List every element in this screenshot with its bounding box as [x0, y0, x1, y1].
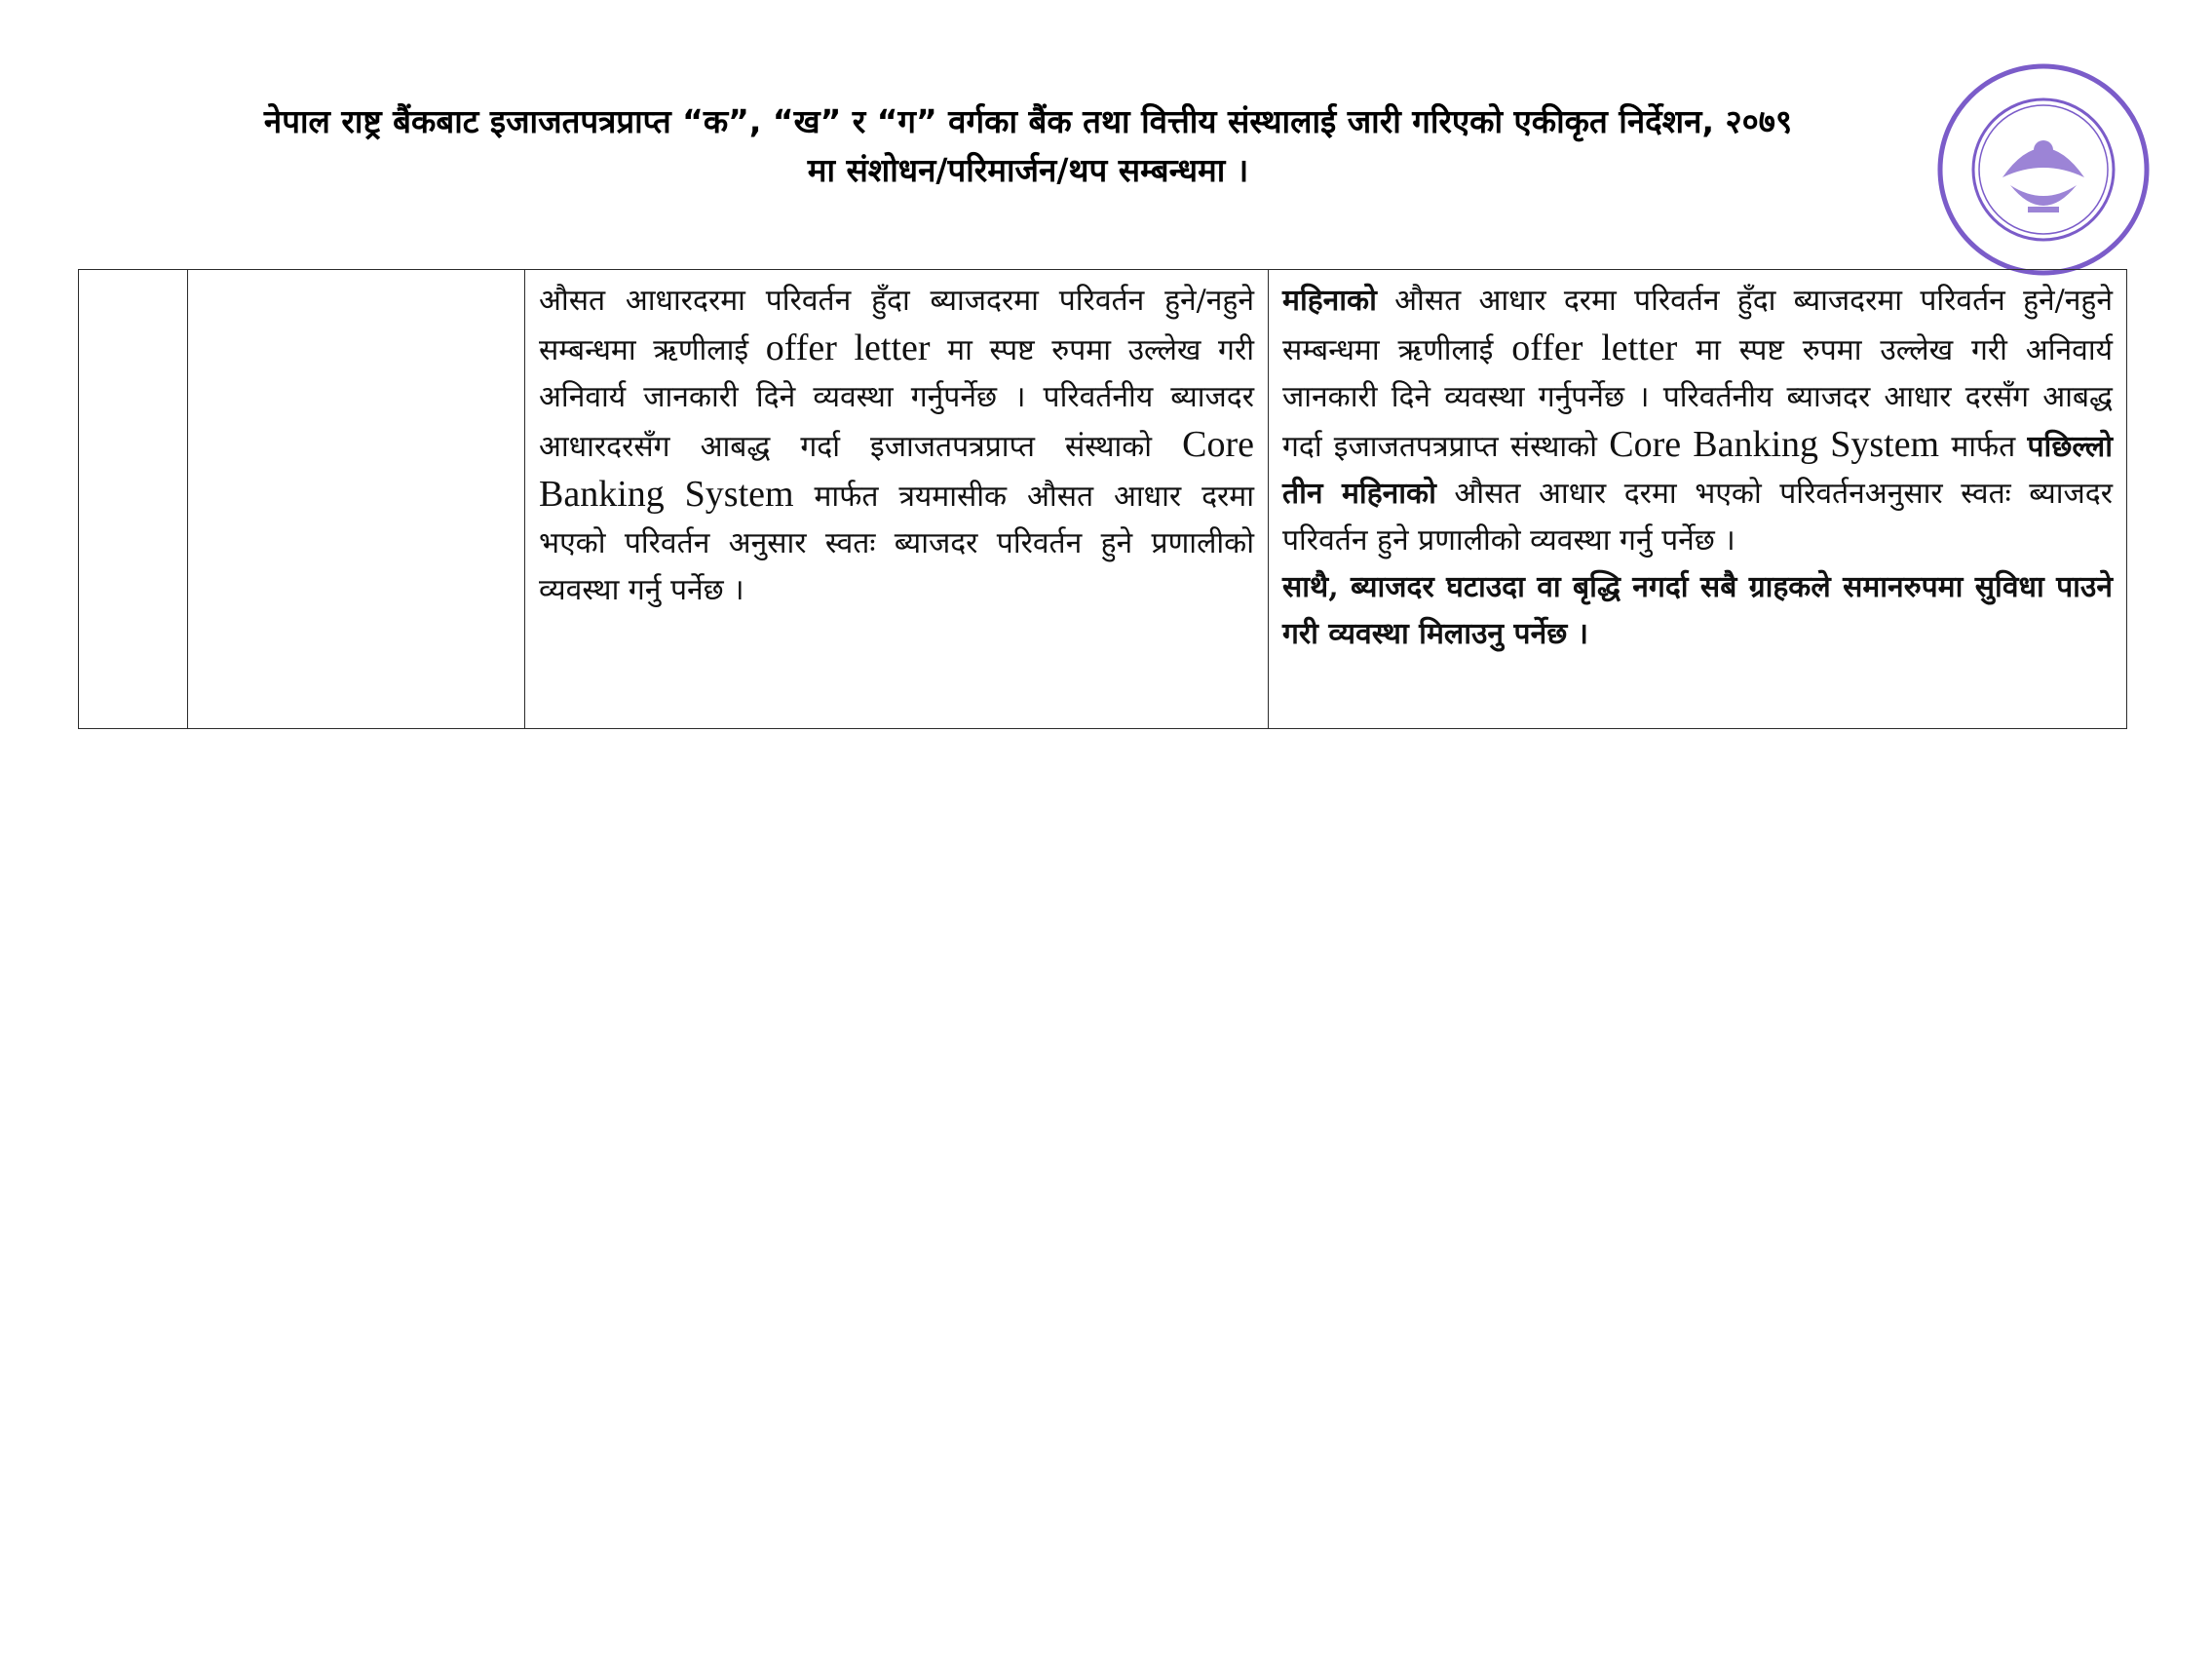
amended-core-banking: Core Banking System	[1609, 424, 1940, 465]
title-line-1: नेपाल राष्ट्र बैंकबाट इजाजतपत्रप्राप्त “क”, “ख” र “ग” वर्गका बैंक तथा वित्तीय संस्थालाई जारी गरिएको एकीकृत निर्देशन, २०७९	[263, 102, 1793, 140]
existing-offer-letter: offer letter	[765, 328, 931, 368]
existing-provision-cell	[525, 270, 1269, 729]
nrb-seal	[1934, 60, 2154, 280]
existing-core-banking: Core Banking System	[539, 424, 1255, 515]
amended-bold-1: महिनाको	[1282, 284, 1377, 318]
existing-text-3: मार्फत त्रयमासीक औसत आधार दरमा भएको परिवर्तन अनुसार स्वतः ब्याजदर परिवर्तन हुने प्रणालीको व्यवस्था गर्नु पर्नेछ ।	[539, 480, 1254, 607]
page-title	[97, 97, 1959, 195]
amended-text-3: मार्फत	[1951, 430, 2016, 464]
amended-bold-3: साथै, ब्याजदर घटाउदा वा बृद्धि नगर्दा सबै ग्राहकले समानरुपमा सुविधा पाउने गरी व्यवस्था मिलाउनु पर्नेछ ।	[1282, 570, 2113, 651]
amended-text-4: औसत आधार दरमा भएको परिवर्तनअनुसार स्वतः ब्याजदर परिवर्तन हुने प्रणालीको व्यवस्था गर्नु पर्नेछ ।	[1282, 477, 2113, 558]
amendment-table	[78, 269, 2127, 729]
amended-offer-letter: offer letter	[1511, 328, 1678, 368]
section-cell	[188, 270, 525, 729]
amended-bold-2: पछिल्लो तीन महिनाको	[1282, 430, 2113, 511]
amended-text-1: औसत आधार दरमा परिवर्तन हुँदा ब्याजदरमा परिवर्तन हुने/नहुने सम्बन्धमा ऋणीलाई	[1282, 284, 2113, 367]
amended-text-2: मा स्पष्ट रुपमा उल्लेख गरी अनिवार्य जानकारी दिने व्यवस्था गर्नुपर्नेछ । परिवर्तनीय ब्याजदर आधार दरसँग आबद्ध गर्दा इजाजतपत्रप्राप्त संस्थाको	[1282, 333, 2113, 464]
title-line-2: मा संशोधन/परिमार्जन/थप सम्बन्धमा ।	[807, 151, 1249, 189]
table-row	[79, 270, 2127, 729]
amended-provision-cell	[1269, 270, 2127, 729]
existing-text-1: औसत आधारदरमा परिवर्तन हुँदा ब्याजदरमा परिवर्तन हुने/नहुने सम्बन्धमा ऋणीलाई	[539, 284, 1254, 367]
serial-cell	[79, 270, 188, 729]
existing-text-2: मा स्पष्ट रुपमा उल्लेख गरी अनिवार्य जानकारी दिने व्यवस्था गर्नुपर्नेछ । परिवर्तनीय ब्याजदर आधारदरसँग आबद्ध गर्दा इजाजतपत्रप्राप्त संस्थाको	[539, 333, 1254, 464]
